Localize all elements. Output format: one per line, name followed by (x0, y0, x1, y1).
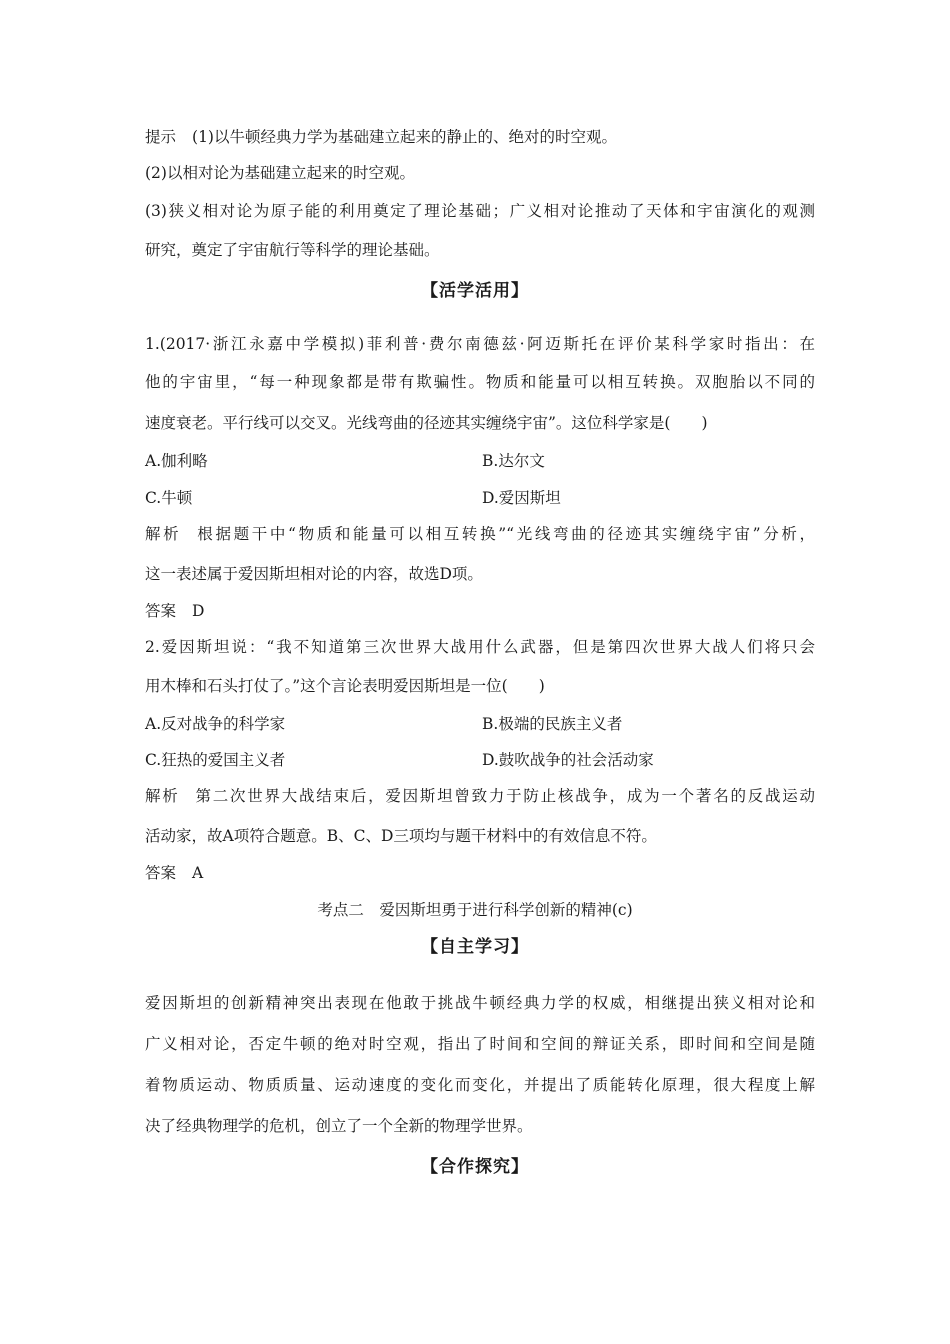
q2-analysis-text-1: 第二次世界大战结束后，爱因斯坦曾致力于防止核战争，成为一个著名的反战运动 (195, 787, 815, 805)
q2-stem-line-2: 用木棒和石头打仗了。”这个言论表明爱因斯坦是一位( ) (145, 677, 545, 695)
self-study-line-2: 广义相对论，否定牛顿的绝对时空观，指出了时间和空间的辩证关系，即时间和空间是随 (145, 1035, 815, 1053)
q2-option-d: D.鼓吹战争的社会活动家 (482, 751, 654, 769)
q2-option-b: B.极端的民族主义者 (482, 715, 623, 733)
hint-line-2: (2)以相对论为基础建立起来的时空观。 (145, 164, 415, 182)
self-study-line-3: 着物质运动、物质质量、运动速度的变化而变化，并提出了质能转化原理，很大程度上解 (145, 1076, 815, 1094)
q2-option-c: C.狂热的爱国主义者 (145, 751, 286, 769)
q2-answer (145, 863, 203, 883)
topic-2-title: 考点二 爱因斯坦勇于进行科学创新的精神(c) (317, 901, 633, 919)
q1-option-b: B.达尔文 (482, 452, 545, 470)
section-practice-heading: 【活学活用】 (421, 281, 529, 301)
q1-analysis-label: 解析 (145, 525, 182, 543)
self-study-line-1: 爱因斯坦的创新精神突出表现在他敢于挑战牛顿经典力学的权威，相继提出狭义相对论和 (145, 994, 815, 1012)
q1-analysis-text-1: 根据题干中“物质和能量可以相互转换”“光线弯曲的径迹其实缠绕宇宙”分析， (197, 525, 815, 543)
hint-label: 提示 (145, 128, 177, 146)
q1-stem-line-3: 速度衰老。平行线可以交叉。光线弯曲的径迹其实缠绕宇宙”。这位科学家是( ) (145, 414, 708, 432)
q1-option-d: D.爱因斯坦 (482, 489, 561, 507)
q1-answer (145, 601, 204, 621)
q1-analysis-line-1 (145, 524, 815, 544)
q2-analysis-label: 解析 (145, 787, 180, 805)
hint-line-1 (145, 127, 815, 147)
section-self-study-heading: 【自主学习】 (421, 937, 529, 957)
q2-option-a: A.反对战争的科学家 (145, 715, 286, 733)
q2-analysis-line-2: 活动家，故A项符合题意。B、C、D三项均与题干材料中的有效信息不符。 (145, 827, 657, 845)
hint-line-3: (3)狭义相对论为原子能的利用奠定了理论基础；广义相对论推动了天体和宇宙演化的观测 (145, 202, 815, 220)
q2-stem-line-1: 2.爱因斯坦说：“我不知道第三次世界大战用什么武器，但是第四次世界大战人们将只会 (145, 638, 815, 656)
q1-analysis-line-2: 这一表述属于爱因斯坦相对论的内容，故选D项。 (145, 565, 483, 583)
hint-text-1: (1)以牛顿经典力学为基础建立起来的静止的、绝对的时空观。 (192, 128, 617, 146)
q1-stem-line-2: 他的宇宙里，“每一种现象都是带有欺骗性。物质和能量可以相互转换。双胞胎以不同的 (145, 373, 815, 391)
section-cooperation-heading: 【合作探究】 (421, 1157, 529, 1177)
q2-answer-value: A (192, 864, 204, 882)
q1-answer-value: D (192, 602, 205, 620)
q1-option-c: C.牛顿 (145, 489, 193, 507)
q1-answer-label: 答案 (145, 602, 177, 620)
q2-analysis-line-1 (145, 786, 815, 806)
q2-answer-label: 答案 (145, 864, 177, 882)
q1-option-a: A.伽利略 (145, 452, 208, 470)
self-study-line-4: 决了经典物理学的危机，创立了一个全新的物理学世界。 (145, 1117, 533, 1135)
q1-stem-line-1: 1.(2017·浙江永嘉中学模拟)菲利普·费尔南德兹·阿迈斯托在评价某科学家时指出：在 (145, 335, 815, 353)
hint-line-4: 研究，奠定了宇宙航行等科学的理论基础。 (145, 241, 440, 259)
